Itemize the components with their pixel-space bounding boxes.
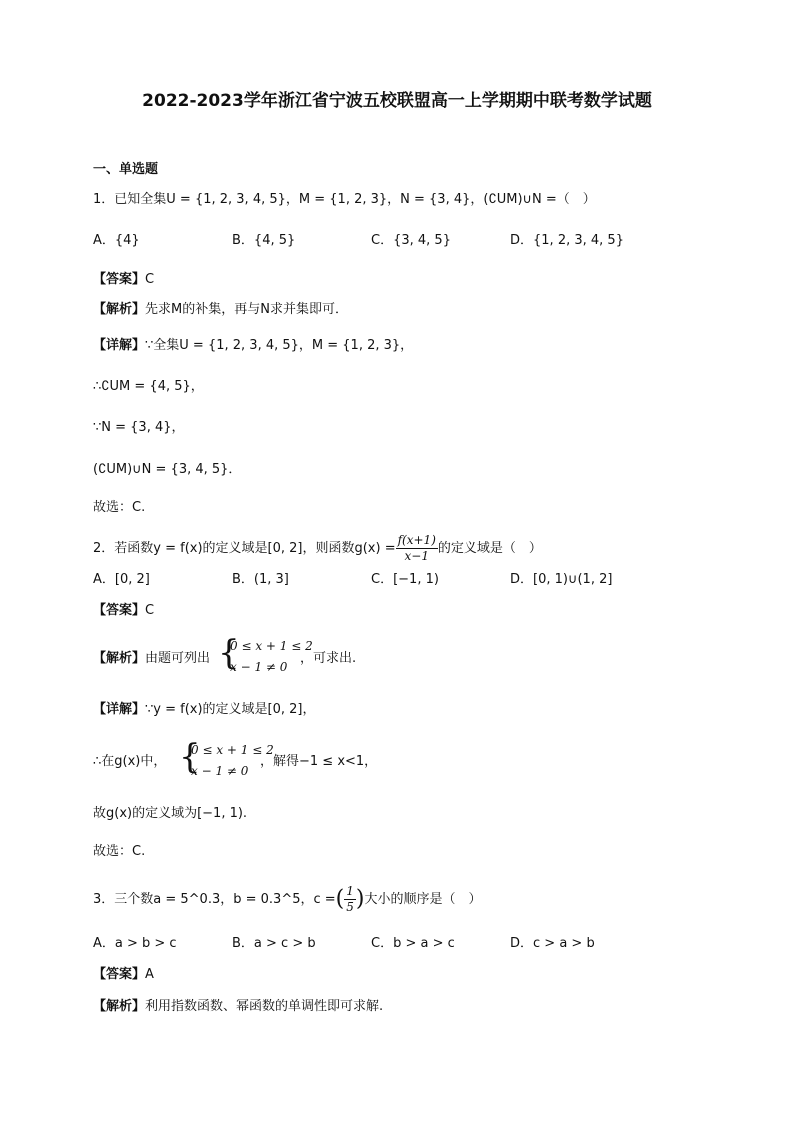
- analysis-text-post: ，可求出.: [300, 651, 357, 666]
- section-heading: 一、单选题: [93, 162, 159, 177]
- q1-detail-3: ∵N = {3, 4}，: [93, 420, 185, 435]
- q2-detail-1: [93, 700, 316, 720]
- q2-fraction-numerator: f(x+1): [397, 533, 436, 547]
- system-brace: {: [218, 633, 240, 673]
- q3-option-d: D．c > a > b: [510, 936, 595, 951]
- q2-conclusion: 故选：C.: [93, 844, 146, 859]
- q2-option-a: A．[0, 2]: [93, 572, 150, 587]
- system-line-1: 0 ≤ x + 1 ≤ 2: [230, 639, 313, 653]
- q1-answer: [93, 270, 154, 290]
- answer-value: C: [145, 272, 155, 287]
- answer-label: 【答案】: [93, 603, 146, 618]
- q1-option-b: B．{4, 5}: [232, 233, 296, 248]
- q1-option-a: A．{4}: [93, 233, 140, 248]
- q2-analysis: [93, 649, 210, 669]
- q3-answer: [93, 965, 154, 985]
- question-1-stem: 1．已知全集U = {1, 2, 3, 4, 5}，M = {1, 2, 3}，N = {3, 4}，(∁UM)∪N =（ ）: [93, 192, 596, 207]
- analysis-text: 先求M的补集，再与N求并集即可．: [145, 302, 348, 317]
- q2-detail-2-pre: ∴在g(x)中，: [93, 754, 167, 769]
- q1-analysis: [93, 300, 348, 320]
- detail-label: 【详解】: [93, 338, 146, 353]
- q3-fraction: [344, 884, 356, 915]
- answer-value: A: [145, 967, 154, 982]
- right-paren: ): [355, 886, 365, 912]
- q1-detail-1: [93, 336, 413, 356]
- system-brace: {: [179, 737, 201, 777]
- q3-option-a: A．a > b > c: [93, 936, 177, 951]
- answer-value: C: [145, 603, 155, 618]
- analysis-text-pre: 由题可列出: [145, 651, 211, 666]
- system-line-2: x − 1 ≠ 0: [191, 764, 249, 778]
- system-line-1: 0 ≤ x + 1 ≤ 2: [191, 743, 274, 757]
- q3-option-c: C．b > a > c: [371, 936, 455, 951]
- q2-detail-2-post: ，解得−1 ≤ x<1，: [260, 754, 378, 769]
- q3-fraction-numerator: 1: [346, 884, 354, 898]
- question-2-stem: [93, 533, 542, 564]
- analysis-label: 【解析】: [93, 302, 146, 317]
- q1-conclusion: 故选：C.: [93, 500, 146, 515]
- detail-text: ∵y = f(x)的定义域是[0, 2]，: [145, 702, 316, 717]
- q1-detail-4: (∁UM)∪N = {3, 4, 5}．: [93, 462, 242, 477]
- q2-option-d: D．[0, 1)∪(1, 2]: [510, 572, 613, 587]
- detail-label: 【详解】: [93, 702, 146, 717]
- left-paren: (: [335, 886, 345, 912]
- q2-option-c: C．[−1, 1): [371, 572, 439, 587]
- q2-fraction: [396, 533, 438, 564]
- q2-fraction-denominator: x−1: [404, 549, 429, 563]
- answer-label: 【答案】: [93, 272, 146, 287]
- question-3-stem: [93, 884, 482, 915]
- q2-answer: [93, 601, 154, 621]
- analysis-label: 【解析】: [93, 999, 146, 1014]
- analysis-label: 【解析】: [93, 651, 146, 666]
- q3-stem-pre: 3．三个数a = 5^0.3，b = 0.3^5，c =: [93, 892, 336, 907]
- q3-fraction-denominator: 5: [346, 900, 354, 914]
- q2-detail-3: 故g(x)的定义域为[−1, 1).: [93, 806, 248, 821]
- q2-option-b: B．(1, 3]: [232, 572, 289, 587]
- q2-stem-post: 的定义域是（ ）: [437, 541, 542, 556]
- detail-text: ∵全集U = {1, 2, 3, 4, 5}，M = {1, 2, 3}，: [145, 338, 414, 353]
- q3-option-b: B．a > c > b: [232, 936, 316, 951]
- page-title: 2022-2023学年浙江省宁波五校联盟高一上学期期中联考数学试题: [142, 91, 652, 111]
- q1-detail-2: ∴∁UM = {4, 5}，: [93, 379, 204, 394]
- q1-option-d: D．{1, 2, 3, 4, 5}: [510, 233, 624, 248]
- answer-label: 【答案】: [93, 967, 146, 982]
- system-line-2: x − 1 ≠ 0: [230, 660, 288, 674]
- analysis-text: 利用指数函数、幂函数的单调性即可求解.: [145, 999, 384, 1014]
- q3-stem-post: 大小的顺序是（ ）: [364, 892, 482, 907]
- q2-stem-pre: 2．若函数y = f(x)的定义域是[0, 2]，则函数g(x) =: [93, 541, 396, 556]
- q1-option-c: C．{3, 4, 5}: [371, 233, 451, 248]
- q3-analysis: [93, 997, 383, 1017]
